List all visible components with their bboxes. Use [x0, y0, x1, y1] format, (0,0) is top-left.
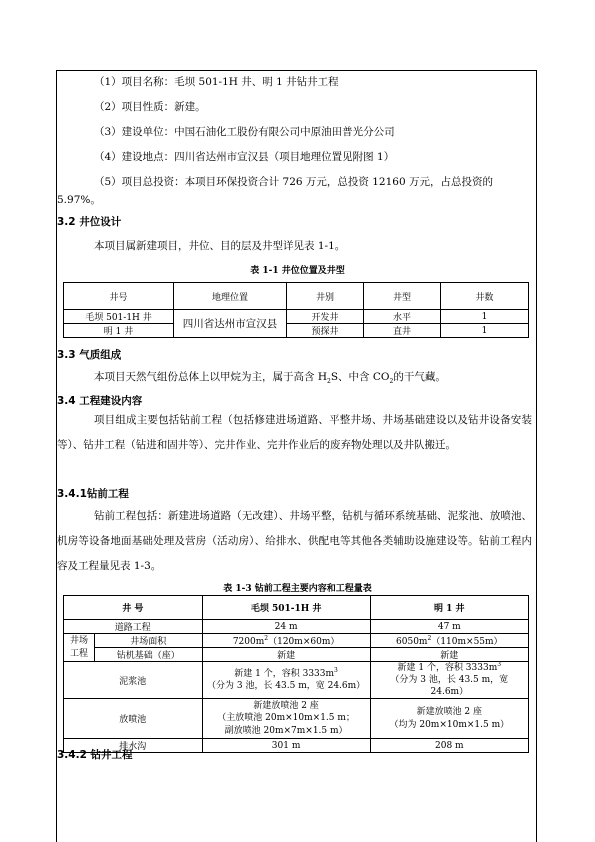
project-nature: （2）项目性质：新建。	[94, 101, 206, 113]
cell-mud-a: 新建 1 个，容积 $3333m^3$ （分为 3 池，长 43.5 m，宽 24.6m）	[202, 662, 370, 699]
section-3-4-1-heading: 3.4.1钻前工程	[57, 488, 129, 500]
header-well-category: 井别	[287, 283, 364, 310]
header-location: 地理位置	[174, 283, 287, 310]
table-header-row	[64, 596, 529, 620]
row-label-drain: 排水沟	[64, 739, 203, 753]
section-3-4-2-heading: 3.4.2 钻井工程	[57, 749, 133, 761]
page-frame	[56, 70, 537, 842]
cell-road-a: 24 m	[202, 620, 370, 634]
row-label-rig-base: 钻机基础（座）	[95, 648, 203, 662]
table-row	[64, 310, 529, 324]
cell-well-count: 1	[441, 310, 529, 324]
well-position-table	[63, 282, 529, 338]
table-row	[64, 324, 529, 338]
pre-drilling-text: 钻前工程包括：新建进场道路（无改建）、井场平整，钻机与循环系统基础、泥浆池、放喷池、机房等设备地面基础处理及营房（活动房）、给排水、供配电等其他各类辅助设施建设等。钻前工程内容及工程量见表 1-3。	[57, 510, 532, 572]
cell-blowout-a: 新建放喷池 2 座 （主放喷池 20m×10m×1.5 m； 副放喷池 20m×7m×1.5 m）	[202, 699, 370, 739]
construction-content-text: 项目组成主要包括钻前工程（包括修建进场道路、平整井场、井场基础建设以及钻井设备安装等）、钻井工程（钻进和固井等）、完井作业、完井作业后的废弃物处理以及井队搬迁。	[57, 414, 532, 451]
cell-area-a: $7200m^2(120m\times 60m)$	[202, 634, 370, 648]
cell-well-category: 开发井	[287, 310, 364, 324]
table-row	[64, 620, 529, 634]
pre-drilling-table	[63, 595, 529, 753]
table-1-1-caption: 表 1-1 井位位置及井型	[250, 266, 345, 276]
construction-location: （4）建设地点：四川省达州市宣汉县（项目地理位置见附图 1）	[94, 151, 395, 163]
row-label-blowout-pit: 放喷池	[64, 699, 203, 739]
section-3-2-intro: 本项目属新建项目，井位、目的层及井型详见表 1-1。	[94, 240, 346, 252]
cell-well-type: 直井	[364, 324, 441, 338]
total-investment-line2: 5.97%。	[57, 194, 101, 206]
header-well-no: 井号	[64, 283, 174, 310]
cell-well-count: 1	[441, 324, 529, 338]
cell-rig-b: 新建	[370, 648, 528, 662]
table-header-row	[64, 283, 529, 310]
cell-location: 四川省达州市宣汉县	[174, 310, 287, 338]
table-row	[64, 634, 529, 648]
cell-well-type: 水平	[364, 310, 441, 324]
total-investment-line1: （5）项目总投资：本项目环保投资合计 726 万元，总投资 12160 万元，占总投资的	[94, 176, 493, 188]
cell-well-name: 明 1 井	[64, 324, 174, 338]
section-3-3-heading: 3.3 气质组成	[57, 349, 122, 361]
cell-area-b: $6050m^2(110m\times 55m)$	[370, 634, 528, 648]
section-3-2-heading: 3.2 井位设计	[57, 216, 122, 228]
cell-well-name: 毛坝 501-1H 井	[64, 310, 174, 324]
table-row	[64, 739, 529, 753]
table-1-3-caption: 表 1-3 钻前工程主要内容和工程量表	[223, 584, 372, 594]
row-label-site-area: 井场面积	[95, 634, 203, 648]
project-name: （1）项目名称：毛坝 501-1H 井、明 1 井钻井工程	[94, 76, 339, 88]
header-well-b: 明 1 井	[370, 596, 528, 620]
header-well-count: 井数	[441, 283, 529, 310]
cell-rig-a: 新建	[202, 648, 370, 662]
cell-drain-a: 301 m	[202, 739, 370, 753]
cell-drain-b: 208 m	[370, 739, 528, 753]
table-row	[64, 648, 529, 662]
cell-well-category: 预探井	[287, 324, 364, 338]
header-well-no: 井 号	[64, 596, 203, 620]
header-well-a: 毛坝 501-1H 井	[202, 596, 370, 620]
header-well-type: 井型	[364, 283, 441, 310]
cell-blowout-b: 新建放喷池 2 座 （均为 20m×10m×1.5 m）	[370, 699, 528, 739]
row-label-mud-pit: 泥浆池	[64, 662, 203, 699]
row-group-site: 井场工程	[64, 634, 95, 662]
cell-road-b: 47 m	[370, 620, 528, 634]
cell-mud-b: 新建 1 个，容积 $3333m^3$ （分为 3 池，长 43.5 m，宽 24.6m）	[370, 662, 528, 699]
table-row	[64, 662, 529, 699]
section-3-4-heading: 3.4 工程建设内容	[57, 395, 143, 407]
gas-composition-text: 本项目天然气组份总体上以甲烷为主，属于高含 $H_2S$、中含 $CO_2$的干气藏。	[94, 371, 446, 386]
table-row	[64, 699, 529, 739]
row-label-road: 道路工程	[64, 620, 203, 634]
construction-unit: （3）建设单位：中国石油化工股份有限公司中原油田普光分公司	[94, 126, 395, 138]
